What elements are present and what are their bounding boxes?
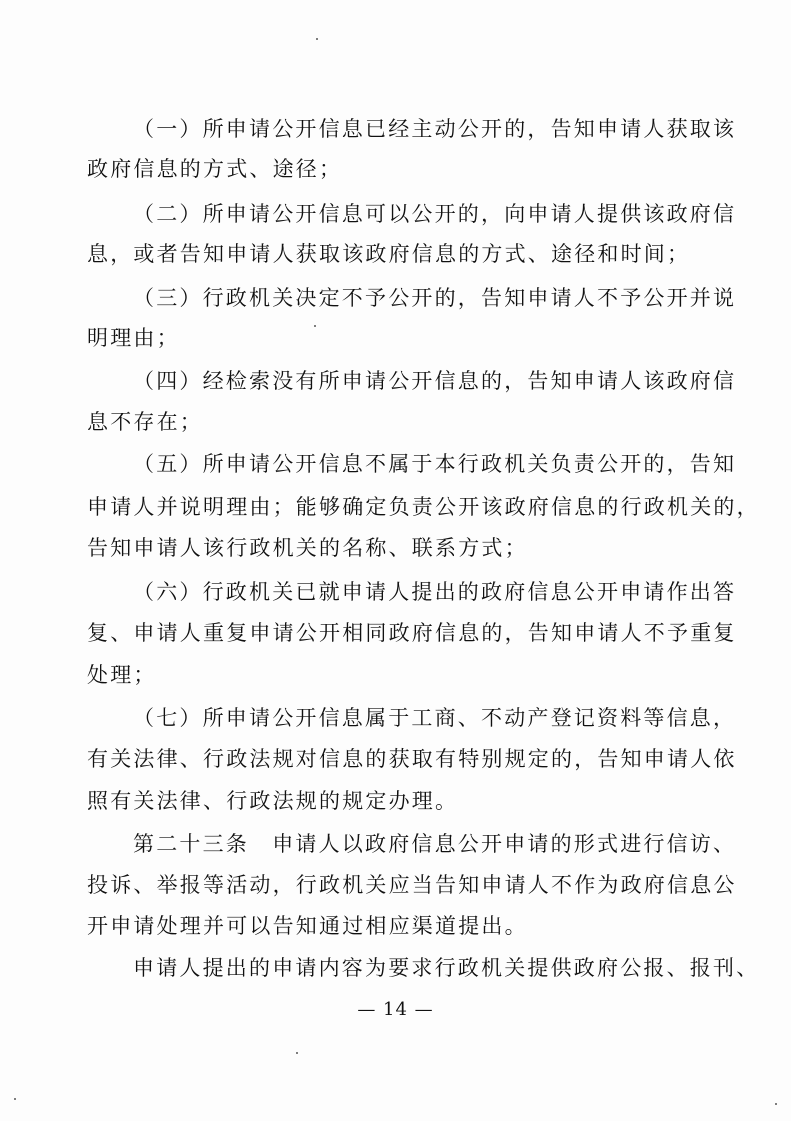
text-line: 开申请处理并可以告知通过相应渠道提出。 (87, 914, 528, 938)
text-line: （六）行政机关已就申请人提出的政府信息公开申请作出答 (133, 580, 737, 604)
text-line: 息不存在； (87, 410, 203, 434)
text-line: 息，或者告知申请人获取该政府信息的方式、途径和时间； (87, 242, 691, 266)
text-line: （一）所申请公开信息已经主动公开的，告知申请人获取该 (133, 117, 737, 141)
scan-speck (296, 1052, 298, 1054)
text-line: 照有关法律、行政法规的规定办理。 (87, 789, 459, 813)
text-line: （七）所申请公开信息属于工商、不动产登记资料等信息， (133, 706, 737, 730)
text-line: 明理由； (87, 326, 180, 350)
text-line: 告知申请人该行政机关的名称、联系方式； (87, 536, 528, 560)
text-line: 政府信息的方式、途径； (87, 157, 343, 181)
text-line: 处理； (87, 663, 157, 687)
text-line: （三）行政机关决定不予公开的，告知申请人不予公开并说 (133, 286, 737, 310)
text-line: 投诉、举报等活动，行政机关应当告知申请人不作为政府信息公 (87, 873, 737, 897)
scan-speck (316, 38, 318, 40)
text-line: （四）经检索没有所申请公开信息的，告知申请人该政府信 (133, 369, 737, 393)
page-number: — 14 — (357, 999, 434, 1020)
text-line: （五）所申请公开信息不属于本行政机关负责公开的，告知 (133, 452, 737, 476)
scan-speck (314, 325, 316, 327)
text-line: 第二十三条 申请人以政府信息公开申请的形式进行信访、 (133, 832, 737, 856)
text-line: 申请人并说明理由；能够确定负责公开该政府信息的行政机关的， (87, 495, 760, 519)
scan-speck (14, 1098, 16, 1100)
scan-speck (775, 1103, 777, 1105)
text-line: （二）所申请公开信息可以公开的，向申请人提供该政府信 (133, 202, 737, 226)
text-line: 复、申请人重复申请公开相同政府信息的，告知申请人不予重复 (87, 621, 737, 645)
text-line: 申请人提出的申请内容为要求行政机关提供政府公报、报刊、 (133, 956, 760, 980)
text-line: 有关法律、行政法规对信息的获取有特别规定的，告知申请人依 (87, 747, 737, 771)
